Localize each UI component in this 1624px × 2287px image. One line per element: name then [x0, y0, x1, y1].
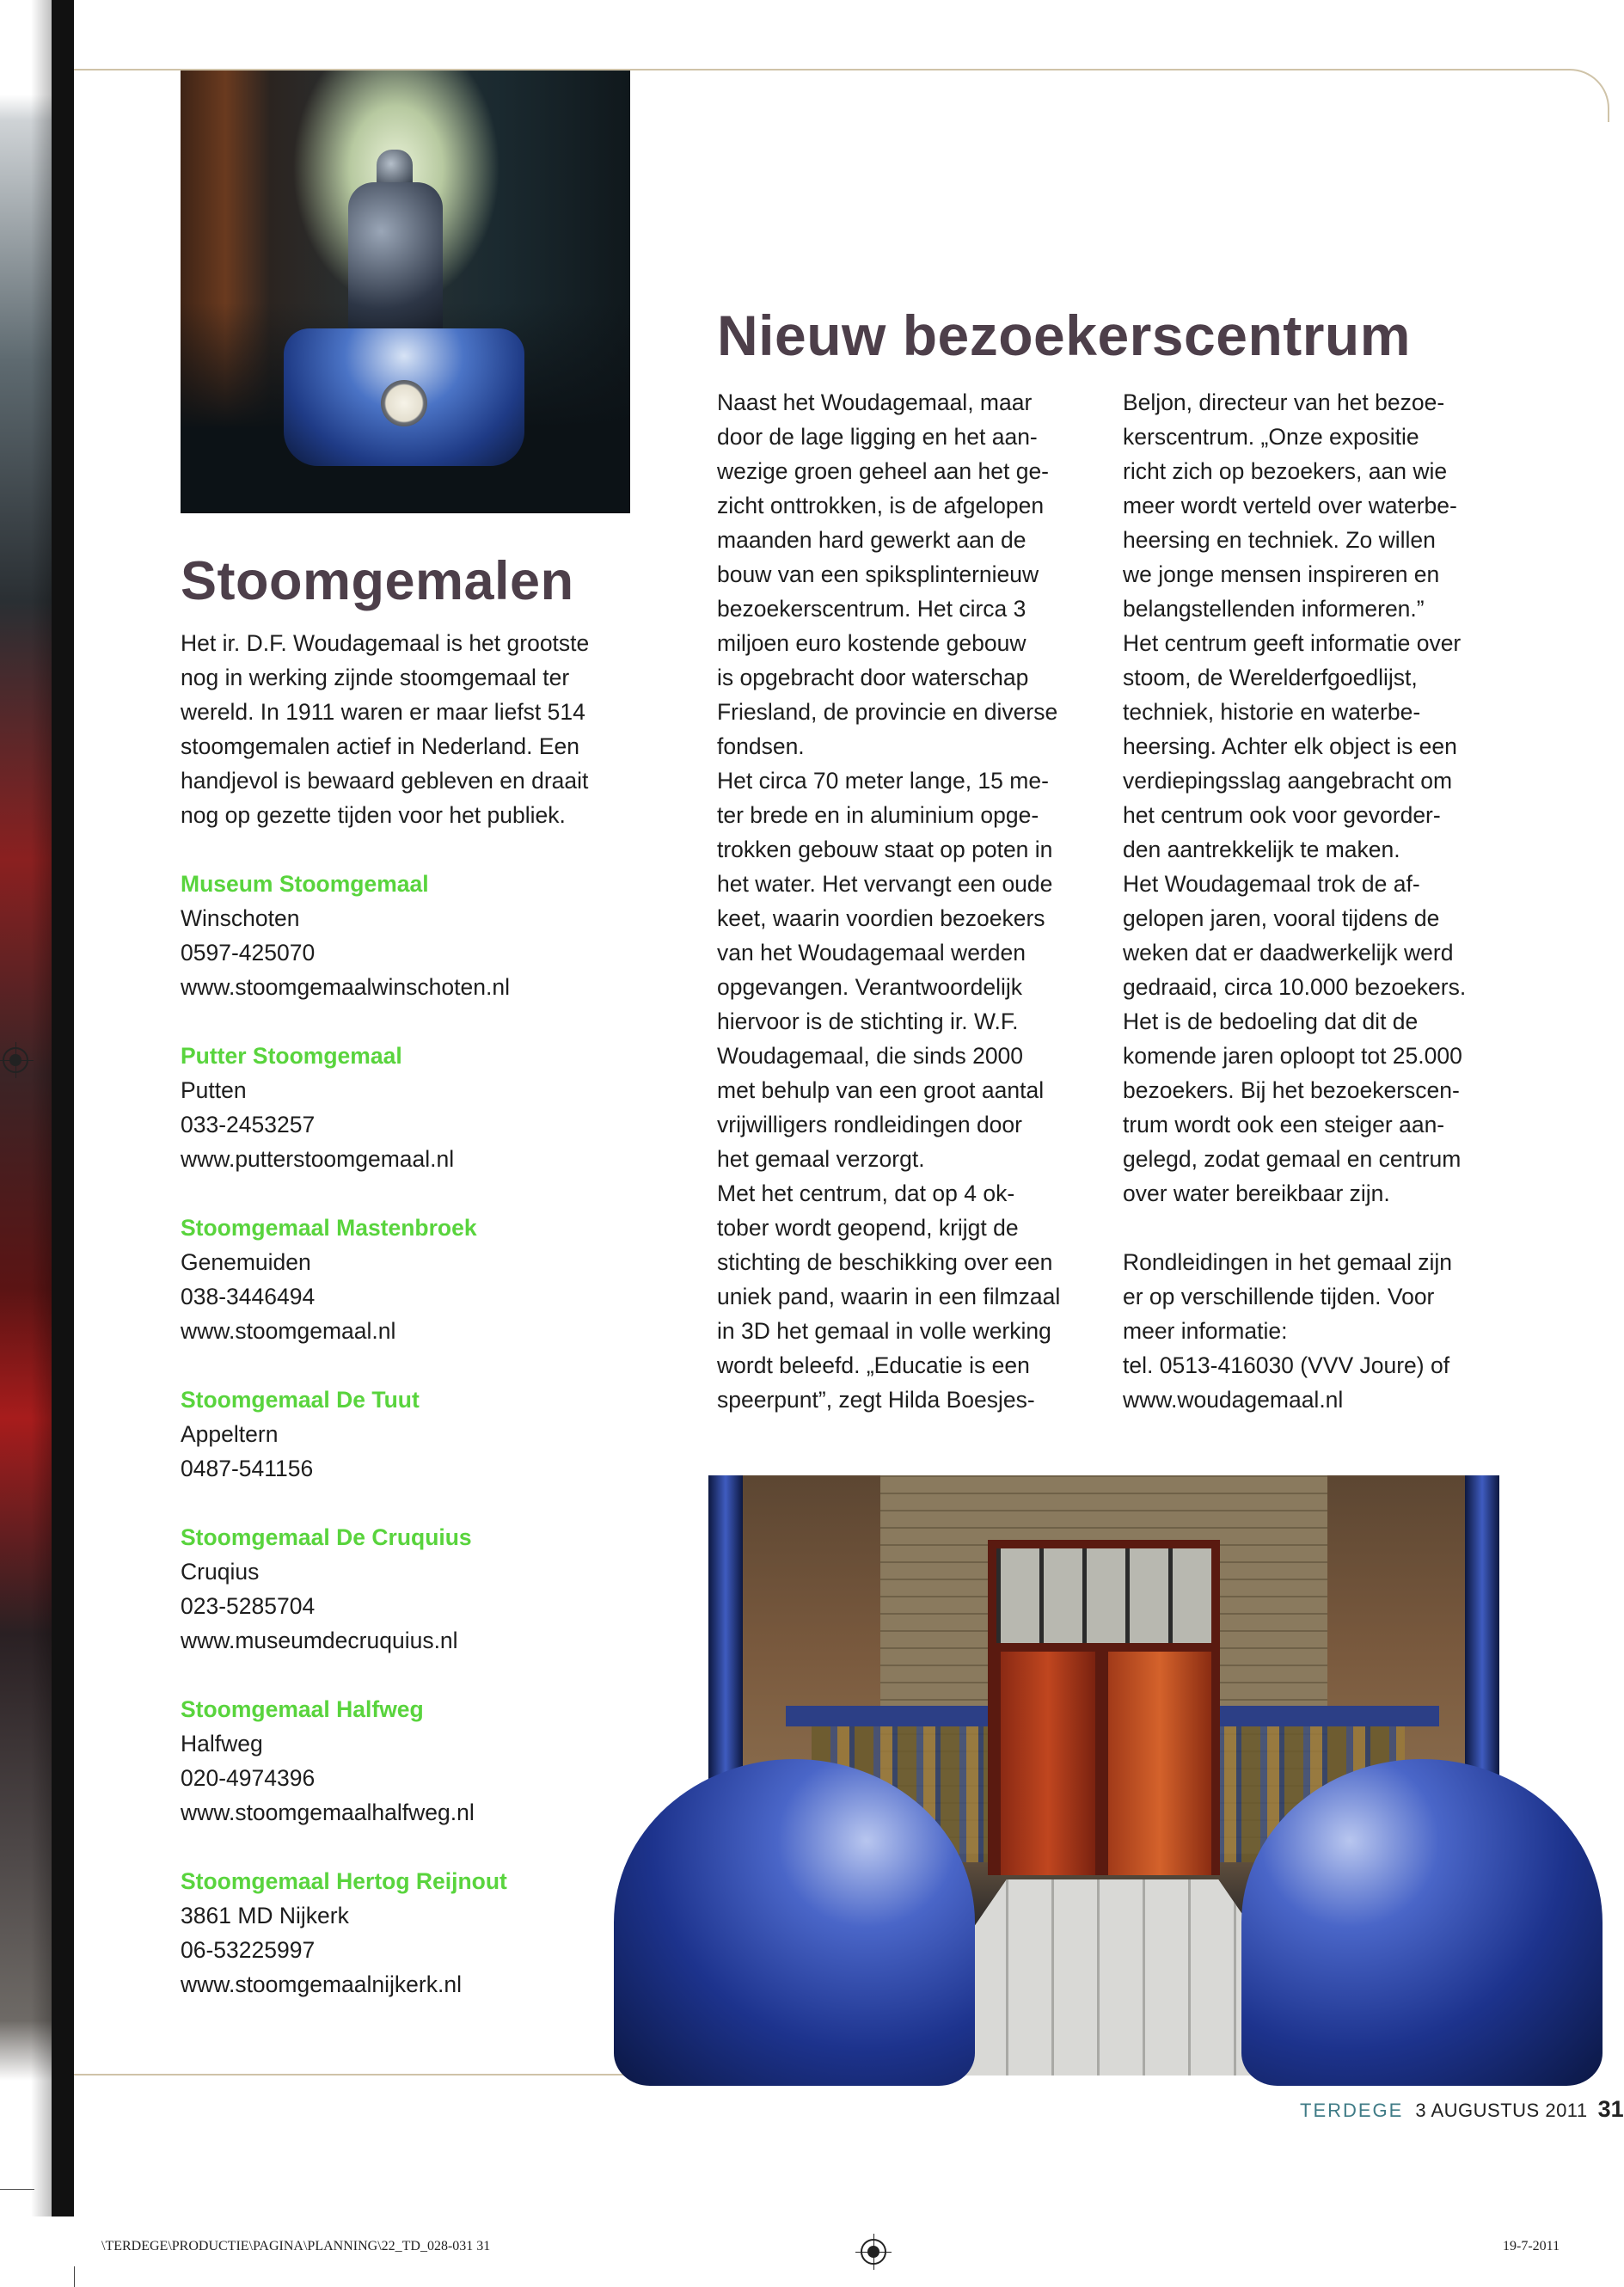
top-rule-corner	[1530, 69, 1609, 122]
pumping-station-name: Museum Stoomgemaal	[181, 871, 429, 897]
article-line: met behulp van een groot aantal	[717, 1077, 1045, 1103]
article-line: wezige groen geheel aan het ge-	[717, 458, 1050, 484]
blue-steam-engine	[614, 1759, 975, 2086]
article-line: ter brede en in aluminium opge-	[717, 802, 1039, 828]
article-line: tober wordt geopend, krijgt de	[717, 1215, 1019, 1241]
article-line: weken dat er daadwerkelijk werd	[1123, 940, 1454, 966]
article-line: gelegd, zodat gemaal en centrum	[1123, 1146, 1462, 1172]
pumping-station-name: Stoomgemaal Halfweg	[181, 1696, 424, 1722]
article-line: uniek pand, waarin in een filmzaal	[717, 1284, 1061, 1309]
article-line: kerscentrum. „Onze expositie	[1123, 424, 1419, 450]
article-line: Het Woudagemaal trok de af-	[1123, 871, 1420, 897]
article-line: hiervoor is de stichting ir. W.F.	[717, 1009, 1019, 1034]
pumping-station-place: Winschoten	[181, 905, 300, 931]
article-line: is opgebracht door waterschap	[717, 665, 1029, 690]
article-line: stoom, de Werelderfgoedlijst,	[1123, 665, 1418, 690]
article-line: in 3D het gemaal in volle werking	[717, 1318, 1051, 1344]
pumping-station-phone: 06-53225997	[181, 1937, 316, 1963]
pumping-station-phone: 0597-425070	[181, 940, 316, 966]
pumping-station-website: www.stoomgemaalwinschoten.nl	[181, 974, 510, 1000]
intro-line: wereld. In 1911 waren er maar liefst 514	[181, 699, 585, 725]
print-slug-date: 19-7-2011	[1503, 2239, 1560, 2253]
article-line: den aantrekkelijk te maken.	[1123, 837, 1400, 862]
print-slug-path: \TERDEGE\PRODUCTIE\PAGINA\PLANNING\22_TD_028-031 31	[101, 2239, 491, 2253]
article-line: opgevangen. Verantwoordelijk	[717, 974, 1023, 1000]
pumping-station-phone: 033-2453257	[181, 1112, 316, 1137]
pumping-station-website: www.museumdecruquius.nl	[181, 1628, 458, 1653]
article-line: gelopen jaren, vooral tijdens de	[1123, 905, 1440, 931]
stoomgemalen-list	[181, 867, 662, 2036]
article-line: we jonge mensen inspireren en	[1123, 561, 1440, 587]
wooden-door	[1108, 1652, 1211, 1875]
article-heading: Nieuw bezoekerscentrum	[717, 304, 1411, 367]
article-line: keet, waarin voordien bezoekers	[717, 905, 1045, 931]
article-line: stichting de beschikking over een	[717, 1249, 1053, 1275]
article-line: Friesland, de provincie en diverse	[717, 699, 1058, 725]
article-line: zicht onttrokken, is de afgelopen	[717, 493, 1045, 518]
pumping-station-name: Stoomgemaal Mastenbroek	[181, 1215, 477, 1241]
list-item	[181, 1864, 662, 2002]
list-item	[181, 1039, 662, 1176]
article-line: heersing. Achter elk object is een	[1123, 733, 1457, 759]
article-line: techniek, historie en waterbe-	[1123, 699, 1421, 725]
article-line: Het circa 70 meter lange, 15 me-	[717, 768, 1049, 794]
pumping-station-interior-photo	[717, 1475, 1498, 2075]
blue-steam-engine	[1241, 1759, 1603, 2086]
article-line: www.woudagemaal.nl	[1123, 1387, 1344, 1413]
pumping-station-name: Stoomgemaal Hertog Reijnout	[181, 1868, 507, 1894]
intro-line: handjevol is bewaard gebleven en draait	[181, 768, 589, 794]
article-line: fondsen.	[717, 733, 805, 759]
article-line: wordt beleefd. „Educatie is een	[717, 1352, 1030, 1378]
article-line: meer wordt verteld over waterbe-	[1123, 493, 1457, 518]
page-footer	[1300, 2096, 1624, 2123]
article-line: trum wordt ook een steiger aan-	[1123, 1112, 1445, 1137]
article-line: Met het centrum, dat op 4 ok-	[717, 1180, 1015, 1206]
article-line: maanden hard gewerkt aan de	[717, 527, 1026, 553]
article-line: bouw van een spiksplinternieuw	[717, 561, 1039, 587]
article-column-2	[1123, 385, 1553, 1417]
list-item	[181, 1211, 662, 1348]
article-column-1	[717, 385, 1104, 1417]
article-line: heersing en techniek. Zo willen	[1123, 527, 1436, 553]
article-line: verdiepingsslag aangebracht om	[1123, 768, 1453, 794]
crop-mark	[74, 2266, 75, 2287]
pumping-station-phone: 038-3446494	[181, 1284, 316, 1309]
article-line: bezoekerscentrum. Het circa 3	[717, 596, 1026, 622]
pumping-station-name: Putter Stoomgemaal	[181, 1043, 402, 1069]
list-item	[181, 1520, 662, 1658]
pumping-station-phone: 023-5285704	[181, 1593, 316, 1619]
article-blank-line	[1123, 1211, 1553, 1245]
pumping-station-place: Putten	[181, 1077, 247, 1103]
article-line: er op verschillende tijden. Voor	[1123, 1284, 1435, 1309]
article-line: trokken gebouw staat op poten in	[717, 837, 1053, 862]
pumping-station-place: 3861 MD Nijkerk	[181, 1903, 349, 1928]
page-number: 31	[1597, 2096, 1624, 2122]
article-line: miljoen euro kostende gebouw	[717, 630, 1026, 656]
registration-mark-icon	[3, 1047, 28, 1073]
pressure-gauge	[381, 380, 427, 426]
article-line: belangstellenden informeren.”	[1123, 596, 1425, 622]
pumping-station-place: Genemuiden	[181, 1249, 311, 1275]
article-line: vrijwilligers rondleidingen door	[717, 1112, 1022, 1137]
intro-line: Het ir. D.F. Woudagemaal is het grootste	[181, 630, 590, 656]
stoomgemalen-intro	[181, 626, 645, 832]
article-line: van het Woudagemaal werden	[717, 940, 1026, 966]
article-line: over water bereikbaar zijn.	[1123, 1180, 1390, 1206]
article-line: tel. 0513-416030 (VVV Joure) of	[1123, 1352, 1450, 1378]
article-line: het gemaal verzorgt.	[717, 1146, 925, 1172]
wooden-door	[1001, 1652, 1095, 1875]
pumping-station-name: Stoomgemaal De Cruquius	[181, 1524, 472, 1550]
article-line: het water. Het vervangt een oude	[717, 871, 1053, 897]
left-edge-photo-strip	[0, 0, 52, 2216]
article-line: richt zich op bezoekers, aan wie	[1123, 458, 1448, 484]
list-item	[181, 1383, 662, 1486]
list-item	[181, 867, 662, 1004]
pumping-station-website: www.stoomgemaalhalfweg.nl	[181, 1800, 475, 1825]
list-item	[181, 1692, 662, 1830]
intro-line: nog in werking zijnde stoomgemaal ter	[181, 665, 570, 690]
pumping-station-phone: 020-4974396	[181, 1765, 316, 1791]
steam-engine-photo	[181, 71, 630, 513]
pumping-station-place: Appeltern	[181, 1421, 279, 1447]
article-line: door de lage ligging en het aan-	[717, 424, 1038, 450]
article-line: komende jaren oploopt tot 25.000	[1123, 1043, 1462, 1069]
intro-line: nog op gezette tijden voor het publiek.	[181, 802, 566, 828]
article-line: bezoekers. Bij het bezoekerscen-	[1123, 1077, 1460, 1103]
article-line: Woudagemaal, die sinds 2000	[717, 1043, 1024, 1069]
article-line: Het is de bedoeling dat dit de	[1123, 1009, 1419, 1034]
article-line: Naast het Woudagemaal, maar	[717, 389, 1033, 415]
article-line: meer informatie:	[1123, 1318, 1288, 1344]
article-line: Rondleidingen in het gemaal zijn	[1123, 1249, 1453, 1275]
article-line: speerpunt”, zegt Hilda Boesjes-	[717, 1387, 1035, 1413]
registration-mark-icon	[861, 2239, 886, 2265]
article-line: Beljon, directeur van het bezoe-	[1123, 389, 1445, 415]
left-black-band	[52, 0, 74, 2216]
pumping-station-phone: 0487-541156	[181, 1456, 314, 1481]
crop-mark	[0, 2189, 34, 2190]
article-line: Het centrum geeft informatie over	[1123, 630, 1462, 656]
magazine-name: TERDEGE	[1300, 2100, 1404, 2121]
pumping-station-website: www.putterstoomgemaal.nl	[181, 1146, 455, 1172]
issue-date: 3 AUGUSTUS 2011	[1415, 2100, 1588, 2121]
pumping-station-place: Cruqius	[181, 1559, 260, 1585]
intro-line: stoomgemalen actief in Nederland. Een	[181, 733, 580, 759]
stoomgemalen-heading: Stoomgemalen	[181, 551, 574, 611]
pumping-station-website: www.stoomgemaal.nl	[181, 1318, 396, 1344]
article-line: gedraaid, circa 10.000 bezoekers.	[1123, 974, 1467, 1000]
pumping-station-name: Stoomgemaal De Tuut	[181, 1387, 420, 1413]
pumping-station-place: Halfweg	[181, 1731, 263, 1757]
pumping-station-website: www.stoomgemaalnijkerk.nl	[181, 1971, 462, 1997]
article-line: het centrum ook voor gevorder-	[1123, 802, 1441, 828]
